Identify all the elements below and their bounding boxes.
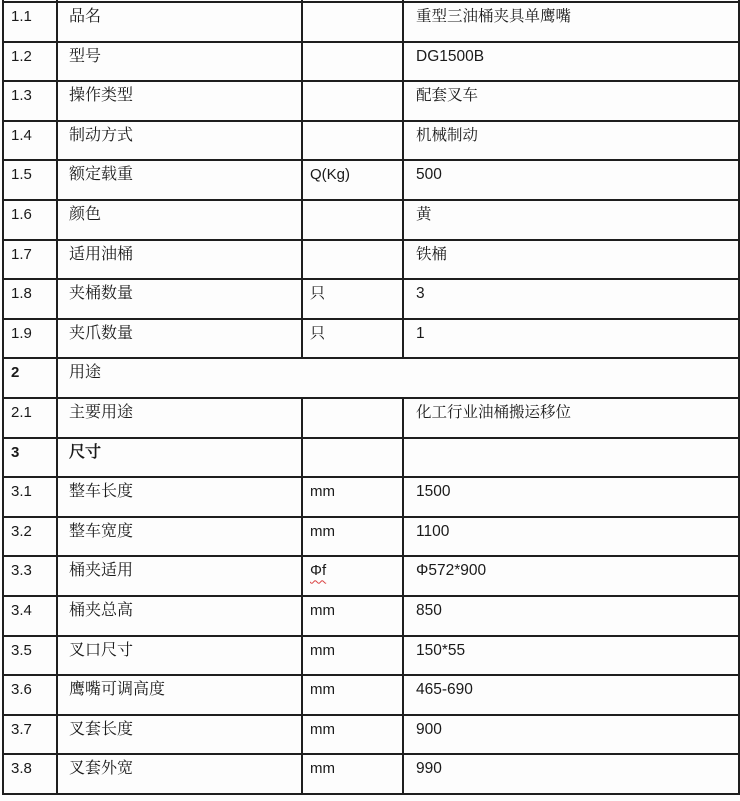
row-number-cell: [3, 160, 57, 200]
row-label-cell-text: 叉口尺寸: [69, 641, 134, 659]
row-number-cell-text: 3.4: [11, 601, 32, 619]
row-label-cell: [57, 160, 302, 200]
row-label-cell-text: 用途: [69, 364, 102, 382]
row-number-cell-text: 1.7: [11, 245, 32, 263]
row-unit-cell-text: 只: [310, 285, 326, 303]
row-value-cell: [403, 160, 739, 200]
row-value-cell: [403, 2, 739, 42]
row-label-cell-text: 主要用途: [69, 403, 134, 421]
row-unit-cell: [302, 81, 403, 121]
spec-table: [2, 0, 740, 795]
row-label-cell: [57, 517, 302, 557]
row-number-cell: [3, 715, 57, 755]
table-row: [3, 319, 739, 359]
row-number-cell: [3, 42, 57, 82]
table-row: [3, 754, 739, 794]
row-unit-cell-text: mm: [310, 681, 335, 699]
row-label-cell: [57, 438, 302, 478]
table-row: [3, 240, 739, 280]
row-value-cell-text: 150*55: [416, 641, 466, 659]
row-number-cell-text: 3.8: [11, 760, 32, 778]
row-value-cell-text: DG1500B: [416, 47, 485, 65]
row-unit-cell-text: mm: [310, 720, 335, 738]
row-unit-cell-text: mm: [310, 483, 335, 501]
row-value-cell: [403, 319, 739, 359]
row-value-cell-text: 机械制动: [416, 126, 479, 144]
row-label-cell: [57, 279, 302, 319]
row-number-cell: [3, 754, 57, 794]
row-value-cell: [403, 42, 739, 82]
row-label-cell-text: 桶夹适用: [69, 562, 134, 580]
row-value-cell: [403, 715, 739, 755]
row-value-cell: [403, 398, 739, 438]
row-value-cell-text: 铁桶: [416, 245, 448, 263]
row-label-cell: [57, 675, 302, 715]
row-number-cell-text: 1.6: [11, 205, 32, 223]
row-number-cell-text: 1.5: [11, 166, 32, 184]
table-row: [3, 398, 739, 438]
row-number-cell: [3, 636, 57, 676]
row-value-cell: [403, 636, 739, 676]
row-value-cell: [403, 754, 739, 794]
row-value-cell-text: 重型三油桶夹具单鹰嘴: [416, 8, 572, 25]
row-number-cell-text: 2: [11, 364, 20, 382]
row-value-cell-text: 1: [416, 324, 425, 342]
row-value-cell: [403, 81, 739, 121]
row-label-cell: [57, 398, 302, 438]
row-number-cell-text: 3.3: [11, 562, 32, 580]
row-unit-cell-text: mm: [310, 641, 335, 659]
row-number-cell-text: 3.7: [11, 720, 32, 738]
row-value-cell-text: 化工行业油桶搬运移位: [416, 403, 572, 421]
row-label-cell: [57, 636, 302, 676]
row-label-cell-text: 品名: [69, 8, 102, 25]
row-label-cell-text: 额定载重: [69, 166, 134, 184]
row-number-cell: [3, 121, 57, 161]
table-row: [3, 675, 739, 715]
row-number-cell: [3, 398, 57, 438]
table-row: [3, 81, 739, 121]
table-row: [3, 2, 739, 42]
row-number-cell: [3, 438, 57, 478]
row-label-cell-text: 夹桶数量: [69, 285, 134, 303]
row-value-cell: [403, 438, 739, 478]
row-unit-cell-text: Φf: [310, 562, 327, 580]
row-number-cell-text: 1.1: [11, 8, 32, 25]
row-label-cell: [57, 358, 739, 398]
row-unit-cell: [302, 42, 403, 82]
row-number-cell: [3, 2, 57, 42]
row-number-cell-text: 2.1: [11, 403, 32, 421]
row-label-cell: [57, 319, 302, 359]
row-number-cell-text: 1.4: [11, 126, 32, 144]
table-row: [3, 477, 739, 517]
row-unit-cell-text: mm: [310, 601, 335, 619]
row-number-cell-text: 1.2: [11, 47, 32, 65]
table-row: [3, 42, 739, 82]
row-label-cell-text: 制动方式: [69, 126, 134, 144]
spec-table-body: [3, 0, 739, 794]
table-row: [3, 715, 739, 755]
row-unit-cell: [302, 517, 403, 557]
row-unit-cell: [302, 160, 403, 200]
row-value-cell-text: 900: [416, 720, 442, 738]
table-row: [3, 517, 739, 557]
row-label-cell-text: 整车长度: [69, 483, 134, 501]
row-unit-cell: [302, 438, 403, 478]
row-number-cell-text: 3: [11, 443, 20, 461]
row-value-cell: [403, 556, 739, 596]
row-number-cell: [3, 279, 57, 319]
table-row: [3, 121, 739, 161]
row-value-cell: [403, 121, 739, 161]
row-value-cell-text: 1100: [416, 522, 450, 540]
row-number-cell-text: 3.5: [11, 641, 32, 659]
row-unit-cell: [302, 279, 403, 319]
row-number-cell: [3, 675, 57, 715]
row-value-cell-text: 配套叉车: [416, 87, 479, 105]
table-row: [3, 636, 739, 676]
row-unit-cell: [302, 477, 403, 517]
row-number-cell: [3, 81, 57, 121]
row-label-cell-text: 叉套外宽: [69, 760, 134, 778]
row-label-cell: [57, 2, 302, 42]
row-number-cell-text: 1.8: [11, 285, 32, 303]
row-label-cell: [57, 81, 302, 121]
row-label-cell-text: 颜色: [69, 205, 102, 223]
row-unit-cell: [302, 121, 403, 161]
row-label-cell-text: 操作类型: [69, 87, 134, 105]
row-unit-cell: [302, 398, 403, 438]
row-unit-cell-text: Q(Kg): [310, 166, 351, 184]
row-value-cell: [403, 477, 739, 517]
row-unit-cell: [302, 200, 403, 240]
row-number-cell-text: 3.6: [11, 681, 32, 699]
row-unit-cell-text: mm: [310, 522, 335, 540]
row-value-cell-text: 850: [416, 601, 442, 619]
table-row: [3, 556, 739, 596]
row-label-cell: [57, 240, 302, 280]
row-value-cell-text: Φ572*900: [416, 562, 487, 580]
row-unit-cell: [302, 715, 403, 755]
row-number-cell: [3, 319, 57, 359]
row-value-cell-text: 黄: [416, 205, 432, 223]
row-unit-cell: [302, 636, 403, 676]
row-label-cell-text: 桶夹总高: [69, 601, 134, 619]
row-number-cell-text: 1.3: [11, 87, 32, 105]
row-unit-cell: [302, 556, 403, 596]
row-label-cell: [57, 556, 302, 596]
row-unit-cell-text: 只: [310, 324, 326, 342]
row-label-cell-text: 鹰嘴可调高度: [69, 681, 166, 699]
row-value-cell-text: 1500: [416, 483, 451, 501]
row-value-cell: [403, 240, 739, 280]
row-label-cell-text: 型号: [69, 47, 102, 65]
row-label-cell: [57, 754, 302, 794]
row-unit-cell: [302, 240, 403, 280]
row-label-cell: [57, 596, 302, 636]
row-value-cell-text: 500: [416, 166, 442, 184]
row-label-cell-text: 整车宽度: [69, 522, 134, 540]
row-unit-cell: [302, 754, 403, 794]
row-number-cell: [3, 200, 57, 240]
row-number-cell: [3, 477, 57, 517]
table-row: [3, 596, 739, 636]
row-unit-cell-text: mm: [310, 760, 335, 778]
row-number-cell: [3, 556, 57, 596]
row-value-cell-text: 990: [416, 760, 442, 778]
row-number-cell-text: 3.1: [11, 483, 32, 501]
row-value-cell: [403, 200, 739, 240]
row-number-cell-text: 1.9: [11, 324, 32, 342]
row-label-cell-text: 叉套长度: [69, 720, 134, 738]
row-number-cell: [3, 596, 57, 636]
table-row: [3, 438, 739, 478]
row-number-cell: [3, 240, 57, 280]
row-value-cell: [403, 596, 739, 636]
table-row: [3, 358, 739, 398]
row-number-cell: [3, 517, 57, 557]
row-unit-cell: [302, 596, 403, 636]
row-unit-cell: [302, 2, 403, 42]
row-label-cell: [57, 121, 302, 161]
row-value-cell-text: 3: [416, 285, 425, 303]
row-label-cell: [57, 200, 302, 240]
table-row: [3, 200, 739, 240]
table-row: [3, 279, 739, 319]
row-unit-cell: [302, 675, 403, 715]
row-value-cell: [403, 517, 739, 557]
row-label-cell: [57, 715, 302, 755]
row-number-cell-text: 3.2: [11, 522, 32, 540]
row-unit-cell: [302, 319, 403, 359]
row-label-cell-text: 夹爪数量: [69, 324, 134, 342]
row-label-cell-text: 适用油桶: [69, 245, 134, 263]
row-label-cell-text: 尺寸: [69, 443, 102, 461]
row-value-cell-text: 465-690: [416, 681, 473, 699]
row-label-cell: [57, 42, 302, 82]
row-label-cell: [57, 477, 302, 517]
row-value-cell: [403, 675, 739, 715]
row-value-cell: [403, 279, 739, 319]
row-number-cell: [3, 358, 57, 398]
table-row: [3, 160, 739, 200]
